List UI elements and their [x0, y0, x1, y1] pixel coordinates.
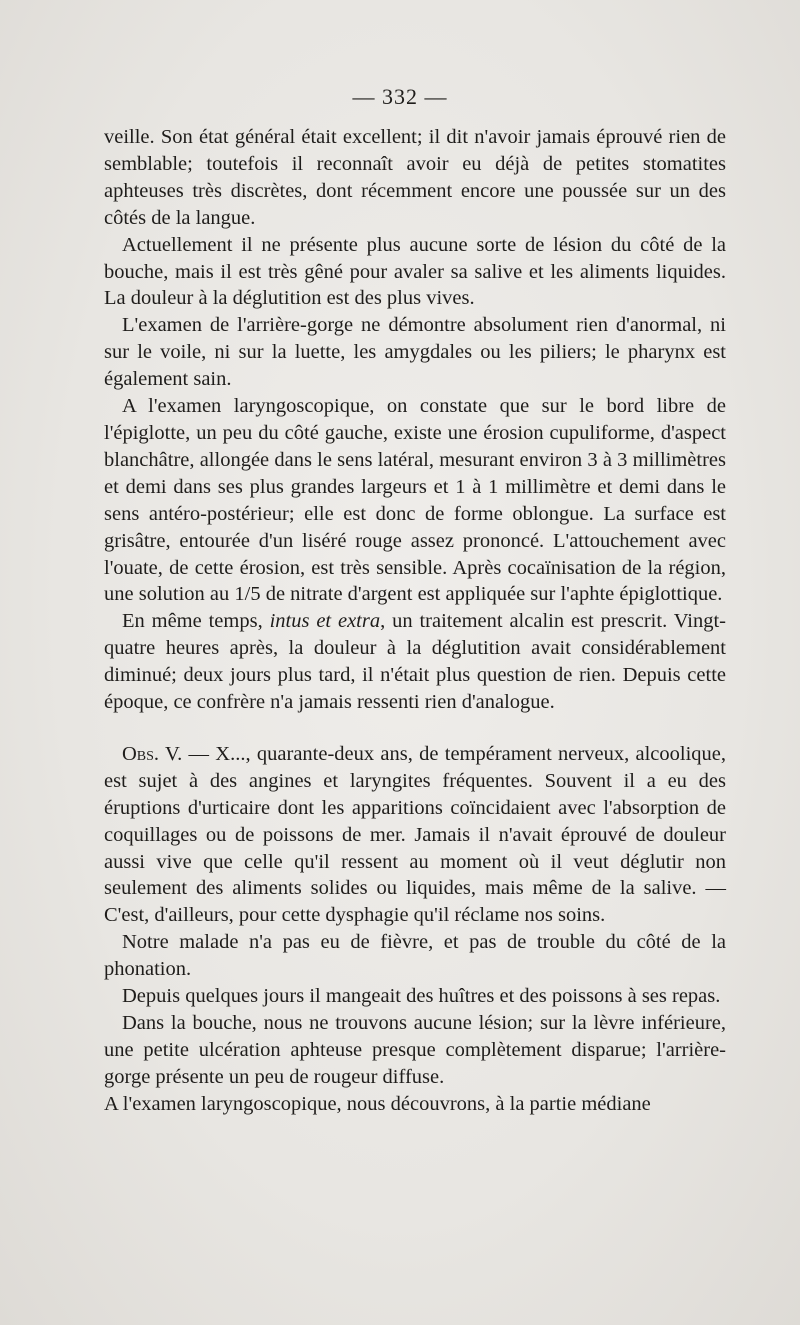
page-number: — 332 —	[352, 84, 448, 109]
paragraph-current-state: Actuellement il ne présente plus aucune sorte de lésion du côté de la bouche, mais il est très gêné pour avaler sa salive et les aliments liquides. La douleur à la déglutition est des plus vives.	[104, 233, 726, 310]
observation-heading: Obs. V.	[122, 742, 183, 765]
paragraph-observation-5	[104, 741, 726, 929]
paragraph-mouth-exam: Dans la bouche, nous ne trouvons aucune lésion; sur la lèvre inférieure, une petite ulcération aphteuse presque complètement disparue; l'arrière-gorge présente un peu de rougeur diffuse.	[104, 1012, 726, 1088]
paragraph-throat-exam: L'examen de l'arrière-gorge ne démontre absolument rien d'anormal, ni sur le voile, ni sur la luette, les amygdales ou les piliers; le pharynx est également sain.	[104, 314, 726, 391]
paragraph-laryngoscopy: A l'examen laryngoscopique, on constate que sur le bord libre de l'épiglotte, un peu du côté gauche, existe une érosion cupuliforme, d'aspect blanchâtre, allongée dans le sens latéral, mesurant environ 3 à 3 millimètres et demi dans ses plus grandes largeurs et 1 à 1 millimètre et demi dans le sens antéro-postérieur; elle est donc de forme oblongue. La surface est grisâtre, entourée d'un liséré rouge assez prononcé. L'attouchement avec l'ouate, de cette érosion, est très sensible. Après cocaïnisation de la région, une solution au 1/5 de nitrate d'argent est appliquée sur l'aphte épiglottique.	[104, 395, 726, 606]
paragraph-diet: Depuis quelques jours il mangeait des huîtres et des poissons à ses repas.	[122, 985, 721, 1008]
treatment-text-after: , un traitement alcalin est prescrit. Vingt-quatre heures après, la douleur à la déglutition avait considérablement diminué; deux jours plus tard, il n'était plus question de rien. Depuis cette époque, ce confrère n'a jamais ressenti rien d'analogue.	[104, 610, 726, 714]
observation-text: — X..., quarante-deux ans, de tempérament nerveux, alcoolique, est sujet à des angines et laryngites fréquentes. Souvent il a eu des éruptions d'urticaire dont les apparitions coïncidaient avec l'absorption de coquillages ou de poissons de mer. Jamais il n'avait éprouvé de douleur aussi vive que celle qu'il ressent au moment où il veut déglutir non seulement des aliments solides ou liquides, mais même de la salive. — C'est, d'ailleurs, pour cette dysphagie qu'il réclame nos soins.	[104, 742, 726, 927]
paragraph-treatment	[104, 608, 726, 716]
paragraph-continuation: veille. Son état général était excellent; il dit n'avoir jamais éprouvé rien de semblable; toutefois il reconnaît avoir eu déjà de petites stomatites aphteuses très discrètes, dont récemment encore une poussée sur un des côtés de la langue.	[104, 126, 726, 229]
treatment-italic-phrase: intus et extra	[269, 610, 381, 633]
body-text	[104, 124, 726, 1118]
paragraph-no-fever: Notre malade n'a pas eu de fièvre, et pas de trouble du côté de la phonation.	[104, 931, 726, 981]
treatment-text-before: En même temps,	[122, 610, 270, 633]
section-spacer	[104, 716, 726, 741]
paragraph-laryngoscopy-2: A l'examen laryngoscopique, nous découvrons, à la partie médiane	[104, 1092, 651, 1115]
